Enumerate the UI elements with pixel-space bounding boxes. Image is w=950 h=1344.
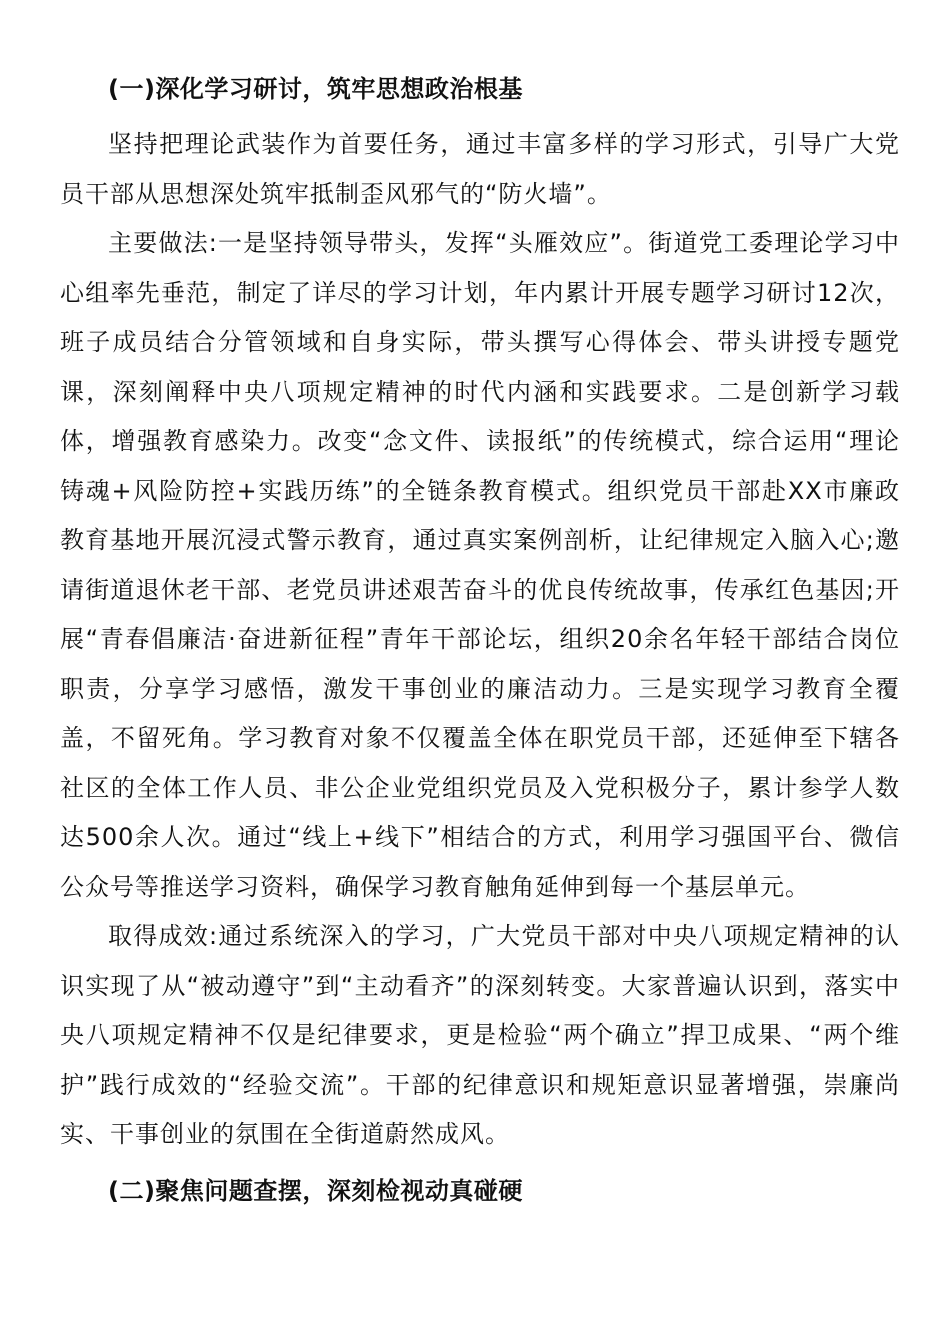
section-heading-2: (二)聚焦问题查摆，深刻检视动真碰硬 [108,1176,523,1205]
section-heading-1: (一)深化学习研讨，筑牢思想政治根基 [108,75,523,103]
paragraph-main-practices: 主要做法:一是坚持领导带头，发挥“头雁效应”。街道党工委理论学习中心组率先垂范，制定了详尽的学习计划，年内累计开展专题学习研讨12次，班子成员结合分管领域和自身实际，带头撰写心得体会、带头讲授专题党课，深刻阐释中央八项规定精神的时代内涵和实践要求。二是创新学习载体，增强教育感染力。改变“念文件、读报纸”的传统模式，综合运用“理论铸魂+风险防控+实践历练”的全链条教育模式。组织党员干部赴XX市廉政教育基地开展沉浸式警示教育，通过真实案例剖析，让纪律规定入脑入心;邀请街道退休老干部、老党员讲述艰苦奋斗的优良传统故事，传承红色基因;开展“青春倡廉洁·奋进新征程”青年干部论坛，组织20余名年轻干部结合岗位职责，分享学习感悟，激发干事创业的廉洁动力。三是实现学习教育全覆盖，不留死角。学习教育对象不仅覆盖全体在职党员干部，还延伸至下辖各社区的全体工作人员、非公企业党组织党员及入党积极分子，累计参学人数达500余人次。通过“线上+线下”相结合的方式，利用学习强国平台、微信公众号等推送学习资料，确保学习教育触角延伸到每一个基层单元。 [60,229,900,901]
spacer [60,1160,900,1174]
paragraph-results: 取得成效:通过系统深入的学习，广大党员干部对中央八项规定精神的认识实现了从“被动遵守”到“主动看齐”的深刻转变。大家普遍认识到，落实中央八项规定精神不仅是纪律要求，更是检验“两个确立”捍卫成果、“两个维护”践行成效的“经验交流”。干部的纪律意识和规矩意识显著增强，崇廉尚实、干事创业的氛围在全街道蔚然成风。 [60,922,900,1148]
paragraph-intro: 坚持把理论武装作为首要任务，通过丰富多样的学习形式，引导广大党员干部从思想深处筑牢抵制歪风邪气的“防火墙”。 [60,130,900,208]
document-body [60,72,900,1222]
